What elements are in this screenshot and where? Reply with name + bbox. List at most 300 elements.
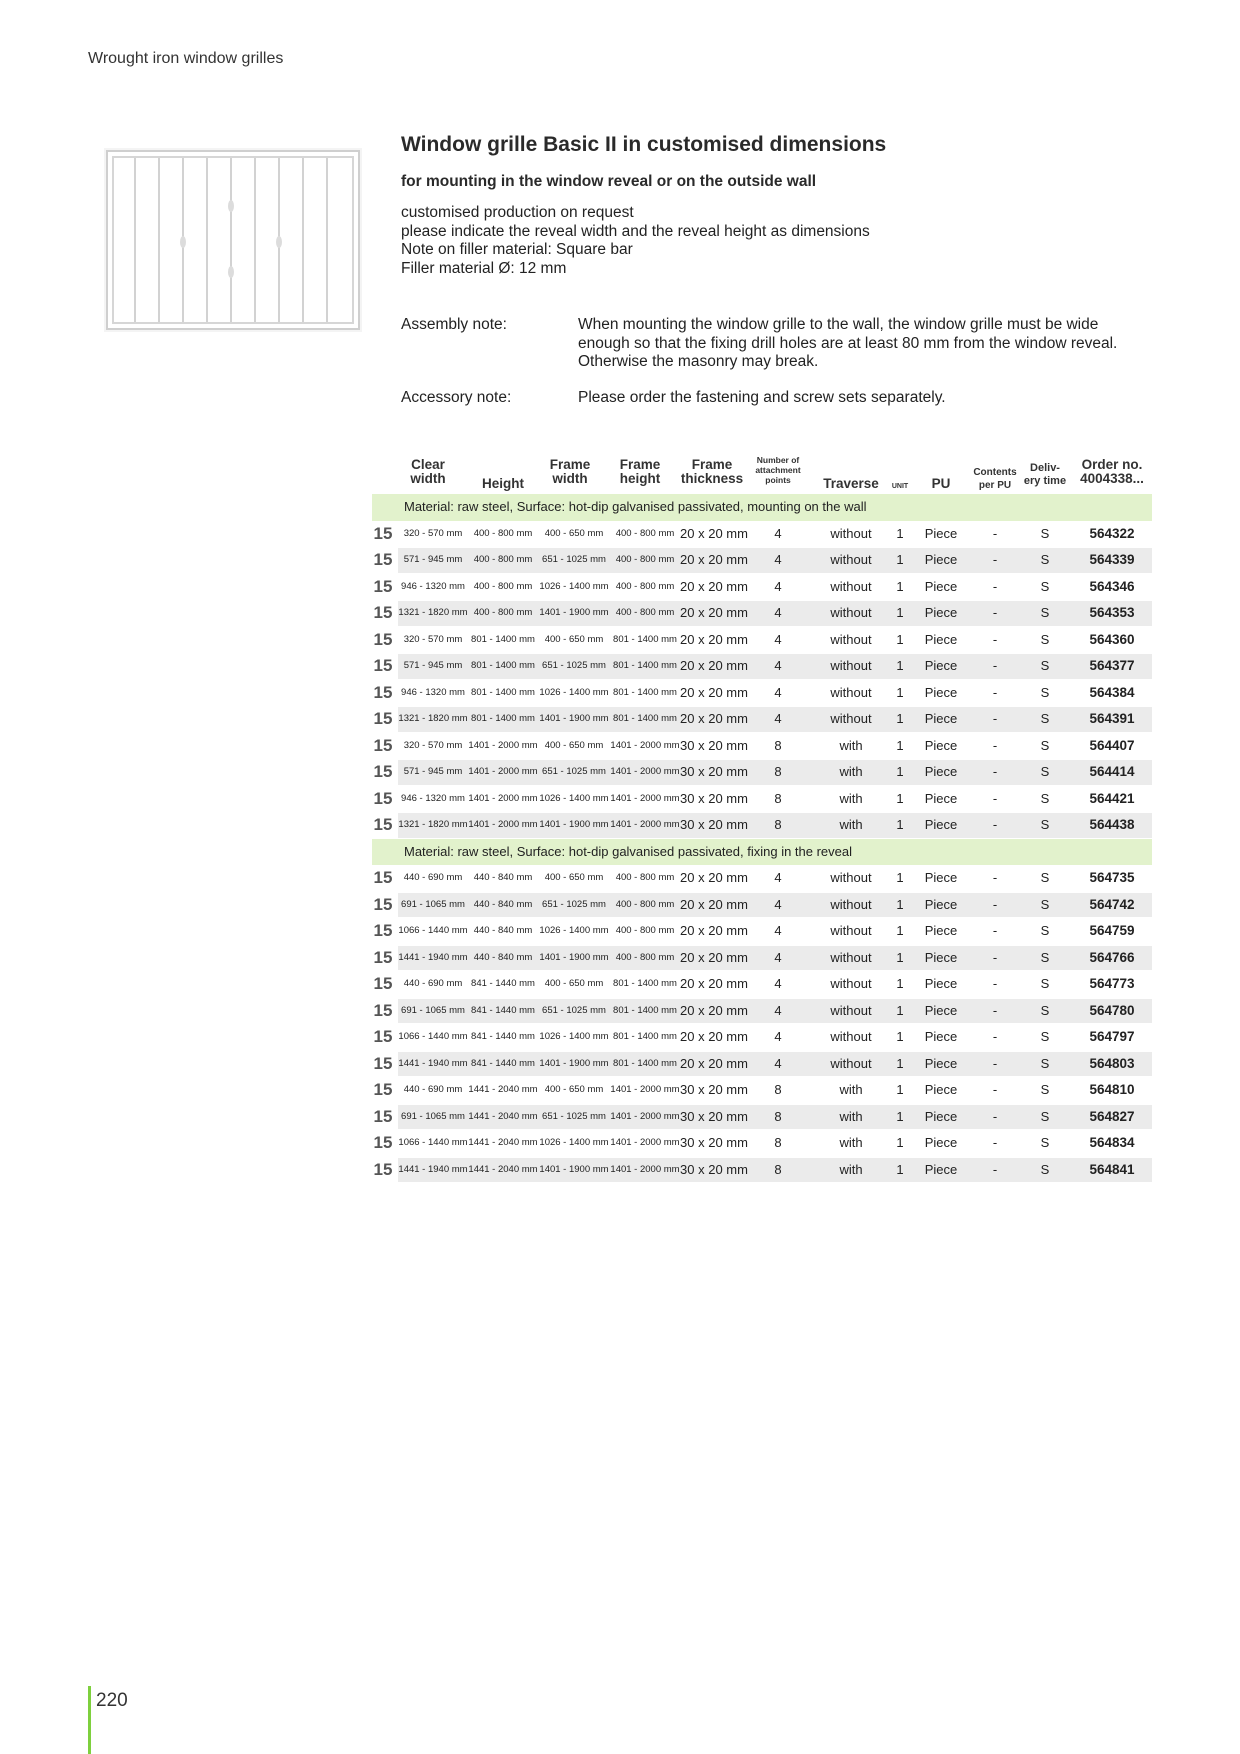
cell-points: 4 [774, 870, 782, 885]
cell-contents: - [992, 949, 998, 965]
cell-height: 440 - 840 mm [473, 898, 533, 910]
cell-traverse: without [830, 1002, 872, 1018]
cell-thickness: 30 x 20 mm [680, 764, 748, 779]
assembly-note-text: When mounting the window grille to the wall, the window grille must be wide enough so that the fixing drill holes are at least 80 mm from the window reveal. Otherwise the masonry may break. [578, 316, 1118, 370]
header-pu: PU [931, 476, 951, 491]
cell-traverse: without [830, 896, 872, 912]
cell-order-no: 564414 [1089, 764, 1135, 779]
cell-clear-width: 946 - 1320 mm [401, 580, 465, 592]
cell-pu: Piece [924, 896, 958, 912]
cell-delivery: S [1040, 1082, 1050, 1097]
product-subtitle: for mounting in the window reveal or on the outside wall [401, 173, 817, 190]
table-row [372, 521, 1152, 548]
cell-order-no: 564360 [1089, 631, 1135, 647]
cell-points: 8 [774, 1108, 782, 1124]
cell-unit: 1 [896, 870, 904, 885]
cell-pu: Piece [924, 711, 958, 726]
material-row [372, 494, 1152, 521]
cell-height: 801 - 1400 mm [471, 713, 535, 724]
cell-height: 1441 - 2040 mm [468, 1163, 538, 1175]
cell-unit: 1 [896, 790, 904, 806]
delivery-badge-icon: 15 [373, 1159, 393, 1179]
cell-pu: Piece [924, 949, 958, 965]
cell-height: 841 - 1440 mm [471, 1057, 535, 1069]
cell-unit: 1 [896, 1135, 904, 1150]
cell-order-no: 564391 [1089, 711, 1135, 726]
cell-points: 4 [774, 923, 782, 938]
cell-clear-width: 946 - 1320 mm [401, 686, 465, 698]
table-row [372, 998, 1152, 1025]
cell-order-no: 564353 [1089, 605, 1135, 620]
cell-pu: Piece [924, 631, 958, 647]
table-row [372, 574, 1152, 601]
cell-order-no: 564841 [1089, 1161, 1135, 1177]
cell-order-no: 564797 [1089, 1029, 1135, 1044]
cell-pu: Piece [924, 923, 958, 938]
cell-points: 4 [774, 552, 782, 567]
cell-height: 1401 - 2000 mm [468, 792, 538, 804]
cell-unit: 1 [896, 1002, 904, 1018]
cell-clear-width: 1066 - 1440 mm [398, 925, 468, 936]
header-order-no: Order no. 4004338... [1080, 457, 1144, 486]
cell-unit: 1 [896, 949, 904, 965]
header-delivery-time: Deliv- ery time [1023, 462, 1067, 487]
cell-contents: - [992, 711, 998, 726]
description-line: Note on filler material: Square bar [401, 241, 633, 258]
cell-unit: 1 [896, 923, 904, 938]
cell-traverse: without [830, 1055, 872, 1071]
delivery-badge-icon: 15 [373, 868, 393, 887]
cell-height: 801 - 1400 mm [471, 660, 535, 671]
header-traverse: Traverse [823, 476, 879, 491]
cell-traverse: with [839, 817, 863, 832]
delivery-badge-icon: 15 [373, 788, 393, 808]
cell-delivery: S [1040, 631, 1050, 647]
delivery-badge-icon: 15 [373, 629, 393, 649]
cell-traverse: without [830, 605, 872, 620]
cell-frame-height: 801 - 1400 mm [613, 978, 677, 989]
cell-pu: Piece [924, 658, 958, 673]
cell-delivery: S [1040, 1029, 1050, 1044]
header-frame-height: Frame height [619, 457, 661, 486]
cell-pu: Piece [924, 552, 958, 567]
description-line: customised production on request [401, 204, 634, 221]
cell-delivery: S [1040, 578, 1050, 594]
cell-thickness: 20 x 20 mm [680, 525, 748, 541]
cell-frame-height: 400 - 800 mm [615, 898, 675, 910]
cell-order-no: 564377 [1089, 658, 1135, 673]
cell-pu: Piece [924, 1135, 958, 1150]
cell-contents: - [992, 1108, 998, 1124]
header-contents-per-pu: Contents per PU [973, 467, 1017, 491]
cell-height: 1401 - 2000 mm [468, 819, 538, 830]
cell-clear-width: 691 - 1065 mm [401, 898, 465, 910]
cell-clear-width: 1321 - 1820 mm [398, 713, 468, 724]
cell-height: 841 - 1440 mm [471, 1031, 535, 1042]
cell-order-no: 564438 [1089, 817, 1135, 832]
cell-unit: 1 [896, 684, 904, 700]
cell-thickness: 20 x 20 mm [680, 605, 748, 620]
cell-traverse: without [830, 711, 872, 726]
cell-order-no: 564803 [1089, 1055, 1135, 1071]
cell-pu: Piece [924, 1161, 958, 1177]
header-unit: UNIT [891, 483, 909, 490]
cell-order-no: 564759 [1089, 923, 1135, 938]
cell-frame-height: 400 - 800 mm [615, 872, 675, 883]
cell-points: 4 [774, 1055, 782, 1071]
cell-frame-width: 651 - 1025 mm [542, 1110, 606, 1122]
cell-points: 8 [774, 817, 782, 832]
cell-frame-height: 400 - 800 mm [615, 554, 675, 565]
cell-height: 1401 - 2000 mm [468, 766, 538, 777]
cell-frame-height: 801 - 1400 mm [613, 1057, 677, 1069]
cell-frame-width: 400 - 650 mm [544, 633, 604, 645]
cell-clear-width: 440 - 690 mm [403, 872, 463, 883]
cell-thickness: 20 x 20 mm [680, 1055, 748, 1071]
cell-clear-width: 320 - 570 mm [403, 633, 463, 645]
cell-order-no: 564834 [1089, 1135, 1135, 1150]
cell-clear-width: 571 - 945 mm [403, 660, 463, 671]
cell-traverse: without [830, 870, 872, 885]
delivery-badge-icon: 15 [373, 1106, 393, 1126]
cell-pu: Piece [924, 605, 958, 620]
cell-traverse: without [830, 684, 872, 700]
cell-unit: 1 [896, 737, 904, 753]
cell-frame-width: 1026 - 1400 mm [539, 686, 609, 698]
cell-thickness: 20 x 20 mm [680, 1002, 748, 1018]
cell-height: 400 - 800 mm [473, 607, 533, 618]
delivery-badge-icon: 15 [373, 815, 393, 834]
product-table [372, 452, 1152, 1183]
delivery-badge-icon: 15 [373, 1027, 393, 1046]
table-row [372, 1051, 1152, 1078]
cell-pu: Piece [924, 684, 958, 700]
cell-delivery: S [1040, 764, 1050, 779]
cell-clear-width: 1066 - 1440 mm [398, 1031, 468, 1042]
cell-points: 4 [774, 605, 782, 620]
cell-clear-width: 1441 - 1940 mm [398, 951, 468, 963]
delivery-badge-icon: 15 [373, 523, 393, 543]
material-text: Material: raw steel, Surface: hot-dip galvanised passivated, fixing in the reveal [404, 843, 853, 859]
table-row [372, 945, 1152, 972]
header-attachment-points: Number of attachment points [755, 455, 801, 485]
cell-unit: 1 [896, 1029, 904, 1044]
cell-pu: Piece [924, 578, 958, 594]
page-number: 220 [96, 1690, 128, 1711]
cell-traverse: with [839, 1161, 863, 1177]
cell-contents: - [992, 525, 998, 541]
cell-thickness: 30 x 20 mm [680, 1135, 748, 1150]
table-row [372, 653, 1152, 680]
material-text: Material: raw steel, Surface: hot-dip galvanised passivated, mounting on the wall [404, 499, 867, 514]
delivery-badge-icon: 15 [373, 762, 393, 781]
cell-frame-height: 1401 - 2000 mm [610, 792, 680, 804]
table-row [372, 1077, 1152, 1104]
cell-traverse: with [839, 737, 863, 753]
cell-delivery: S [1040, 605, 1050, 620]
cell-pu: Piece [924, 525, 958, 541]
cell-clear-width: 1441 - 1940 mm [398, 1163, 468, 1175]
cell-unit: 1 [896, 764, 904, 779]
delivery-badge-icon: 15 [373, 947, 393, 967]
cell-delivery: S [1040, 817, 1050, 832]
table-row [372, 892, 1152, 919]
cell-order-no: 564810 [1089, 1082, 1135, 1097]
cell-delivery: S [1040, 737, 1050, 753]
cell-delivery: S [1040, 1108, 1050, 1124]
cell-delivery: S [1040, 923, 1050, 938]
cell-pu: Piece [924, 1029, 958, 1044]
cell-frame-width: 1401 - 1900 mm [539, 1057, 609, 1069]
cell-traverse: without [830, 923, 872, 938]
cell-traverse: without [830, 552, 872, 567]
header-height: Height [482, 476, 524, 491]
cell-frame-height: 801 - 1400 mm [613, 1031, 677, 1042]
cell-unit: 1 [896, 1108, 904, 1124]
table-row [372, 1024, 1152, 1051]
cell-frame-width: 1026 - 1400 mm [539, 792, 609, 804]
delivery-badge-icon: 15 [373, 894, 393, 914]
cell-points: 4 [774, 525, 782, 541]
header-frame-width: Frame width [549, 457, 591, 486]
table-row [372, 865, 1152, 892]
cell-delivery: S [1040, 552, 1050, 567]
cell-height: 440 - 840 mm [473, 951, 533, 963]
cell-traverse: with [839, 1135, 863, 1150]
cell-frame-width: 651 - 1025 mm [542, 554, 606, 565]
cell-pu: Piece [924, 1082, 958, 1097]
cell-points: 4 [774, 896, 782, 912]
cell-unit: 1 [896, 658, 904, 673]
table-row [372, 627, 1152, 654]
cell-points: 4 [774, 1029, 782, 1044]
table-row [372, 971, 1152, 998]
cell-frame-height: 801 - 1400 mm [613, 660, 677, 671]
cell-thickness: 30 x 20 mm [680, 737, 748, 753]
cell-unit: 1 [896, 631, 904, 647]
cell-contents: - [992, 684, 998, 700]
cell-points: 4 [774, 976, 782, 991]
cell-points: 8 [774, 764, 782, 779]
cell-delivery: S [1040, 870, 1050, 885]
cell-traverse: with [839, 1082, 863, 1097]
cell-thickness: 30 x 20 mm [680, 1161, 748, 1177]
accessory-note-text: Please order the fastening and screw sets separately. [578, 389, 946, 406]
cell-order-no: 564735 [1089, 870, 1135, 885]
cell-frame-width: 400 - 650 mm [544, 872, 604, 883]
cell-frame-width: 1401 - 1900 mm [539, 713, 609, 724]
description-line: Filler material Ø: 12 mm [401, 259, 567, 277]
cell-thickness: 20 x 20 mm [680, 658, 748, 673]
cell-height: 400 - 800 mm [473, 527, 533, 539]
cell-frame-height: 1401 - 2000 mm [610, 1137, 680, 1148]
cell-clear-width: 440 - 690 mm [403, 978, 463, 989]
delivery-badge-icon: 15 [373, 1080, 393, 1099]
cell-points: 4 [774, 658, 782, 673]
cell-order-no: 564339 [1089, 552, 1135, 567]
delivery-badge-icon: 15 [373, 1133, 393, 1152]
cell-frame-width: 651 - 1025 mm [542, 898, 606, 910]
cell-contents: - [992, 552, 998, 567]
page-accent-bar [88, 1686, 91, 1754]
cell-frame-width: 1401 - 1900 mm [539, 951, 609, 963]
cell-traverse: without [830, 631, 872, 647]
cell-height: 1401 - 2000 mm [468, 739, 538, 751]
cell-traverse: without [830, 525, 872, 541]
cell-frame-height: 801 - 1400 mm [613, 633, 677, 645]
cell-height: 1441 - 2040 mm [468, 1110, 538, 1122]
table-row [372, 600, 1152, 627]
cell-clear-width: 691 - 1065 mm [401, 1110, 465, 1122]
cell-frame-width: 651 - 1025 mm [542, 766, 606, 777]
cell-traverse: without [830, 578, 872, 594]
cell-order-no: 564346 [1089, 578, 1135, 594]
header-frame-thickness: Frame thickness [680, 457, 744, 486]
cell-frame-height: 801 - 1400 mm [613, 686, 677, 698]
cell-height: 400 - 800 mm [473, 554, 533, 565]
cell-pu: Piece [924, 1108, 958, 1124]
accessory-note-label: Accessory note: [401, 389, 512, 406]
table-header [372, 452, 1152, 494]
cell-clear-width: 1321 - 1820 mm [398, 819, 468, 830]
cell-unit: 1 [896, 817, 904, 832]
cell-thickness: 20 x 20 mm [680, 578, 748, 594]
cell-pu: Piece [924, 790, 958, 806]
cell-height: 440 - 840 mm [473, 872, 533, 883]
delivery-badge-icon: 15 [373, 1053, 393, 1073]
cell-height: 841 - 1440 mm [471, 978, 535, 989]
section-title: Wrought iron window grilles [88, 50, 284, 67]
cell-height: 440 - 840 mm [473, 925, 533, 936]
cell-order-no: 564421 [1089, 790, 1135, 806]
cell-traverse: without [830, 658, 872, 673]
cell-height: 1441 - 2040 mm [468, 1137, 538, 1148]
cell-pu: Piece [924, 870, 958, 885]
cell-contents: - [992, 737, 998, 753]
cell-order-no: 564384 [1089, 684, 1135, 700]
cell-contents: - [992, 1161, 998, 1177]
table-body [372, 494, 1152, 1183]
cell-points: 8 [774, 1082, 782, 1097]
cell-traverse: with [839, 1108, 863, 1124]
cell-frame-width: 1401 - 1900 mm [539, 607, 609, 618]
cell-contents: - [992, 1055, 998, 1071]
cell-frame-width: 1401 - 1900 mm [539, 819, 609, 830]
cell-thickness: 30 x 20 mm [680, 817, 748, 832]
product-title: Window grille Basic II in customised dimensions [401, 133, 887, 156]
cell-traverse: with [839, 790, 863, 806]
cell-delivery: S [1040, 525, 1050, 541]
cell-unit: 1 [896, 976, 904, 991]
cell-order-no: 564780 [1089, 1002, 1135, 1018]
cell-frame-width: 1026 - 1400 mm [539, 1137, 609, 1148]
cell-order-no: 564322 [1089, 525, 1135, 541]
cell-pu: Piece [924, 764, 958, 779]
cell-clear-width: 320 - 570 mm [403, 739, 463, 751]
cell-frame-height: 1401 - 2000 mm [610, 1084, 680, 1095]
delivery-badge-icon: 15 [373, 682, 393, 702]
cell-frame-height: 801 - 1400 mm [613, 713, 677, 724]
table-row [372, 759, 1152, 786]
cell-delivery: S [1040, 658, 1050, 673]
cell-contents: - [992, 790, 998, 806]
cell-frame-width: 651 - 1025 mm [542, 660, 606, 671]
cell-thickness: 20 x 20 mm [680, 896, 748, 912]
cell-clear-width: 571 - 945 mm [403, 766, 463, 777]
cell-contents: - [992, 764, 998, 779]
cell-frame-height: 400 - 800 mm [615, 527, 675, 539]
cell-delivery: S [1040, 790, 1050, 806]
cell-frame-height: 1401 - 2000 mm [610, 1110, 680, 1122]
cell-frame-width: 1026 - 1400 mm [539, 925, 609, 936]
cell-delivery: S [1040, 1055, 1050, 1071]
table-row [372, 1130, 1152, 1157]
cell-contents: - [992, 1082, 998, 1097]
cell-frame-width: 1401 - 1900 mm [539, 1163, 609, 1175]
cell-frame-width: 400 - 650 mm [544, 978, 604, 989]
cell-unit: 1 [896, 1055, 904, 1071]
cell-points: 4 [774, 711, 782, 726]
cell-thickness: 20 x 20 mm [680, 949, 748, 965]
cell-order-no: 564742 [1089, 896, 1135, 912]
cell-thickness: 20 x 20 mm [680, 552, 748, 567]
cell-unit: 1 [896, 711, 904, 726]
cell-frame-height: 1401 - 2000 mm [610, 1163, 680, 1175]
cell-pu: Piece [924, 737, 958, 753]
delivery-badge-icon: 15 [373, 709, 393, 728]
cell-contents: - [992, 923, 998, 938]
product-description [401, 204, 870, 278]
cell-height: 1441 - 2040 mm [468, 1084, 538, 1095]
cell-unit: 1 [896, 1161, 904, 1177]
cell-contents: - [992, 1029, 998, 1044]
delivery-badge-icon: 15 [373, 735, 393, 755]
cell-points: 4 [774, 684, 782, 700]
cell-frame-height: 801 - 1400 mm [613, 1004, 677, 1016]
cell-delivery: S [1040, 949, 1050, 965]
cell-delivery: S [1040, 976, 1050, 991]
description-line: please indicate the reveal width and the reveal height as dimensions [401, 222, 870, 240]
cell-unit: 1 [896, 578, 904, 594]
cell-traverse: without [830, 976, 872, 991]
cell-height: 400 - 800 mm [473, 580, 533, 592]
cell-thickness: 20 x 20 mm [680, 870, 748, 885]
delivery-badge-icon: 15 [373, 576, 393, 596]
cell-points: 4 [774, 949, 782, 965]
material-row [372, 839, 1152, 866]
cell-frame-height: 400 - 800 mm [615, 580, 675, 592]
cell-contents: - [992, 976, 998, 991]
cell-frame-height: 400 - 800 mm [615, 925, 675, 936]
cell-clear-width: 946 - 1320 mm [401, 792, 465, 804]
delivery-badge-icon: 15 [373, 1000, 393, 1020]
cell-unit: 1 [896, 896, 904, 912]
cell-pu: Piece [924, 1055, 958, 1071]
cell-order-no: 564827 [1089, 1108, 1135, 1124]
table-row [372, 812, 1152, 839]
window-grille-image [104, 148, 362, 332]
cell-points: 8 [774, 790, 782, 806]
cell-delivery: S [1040, 1002, 1050, 1018]
cell-pu: Piece [924, 817, 958, 832]
cell-frame-width: 651 - 1025 mm [542, 1004, 606, 1016]
cell-delivery: S [1040, 896, 1050, 912]
cell-points: 4 [774, 1002, 782, 1018]
cell-thickness: 20 x 20 mm [680, 923, 748, 938]
delivery-badge-icon: 15 [373, 921, 393, 940]
cell-frame-width: 1026 - 1400 mm [539, 1031, 609, 1042]
cell-clear-width: 1321 - 1820 mm [398, 607, 468, 618]
